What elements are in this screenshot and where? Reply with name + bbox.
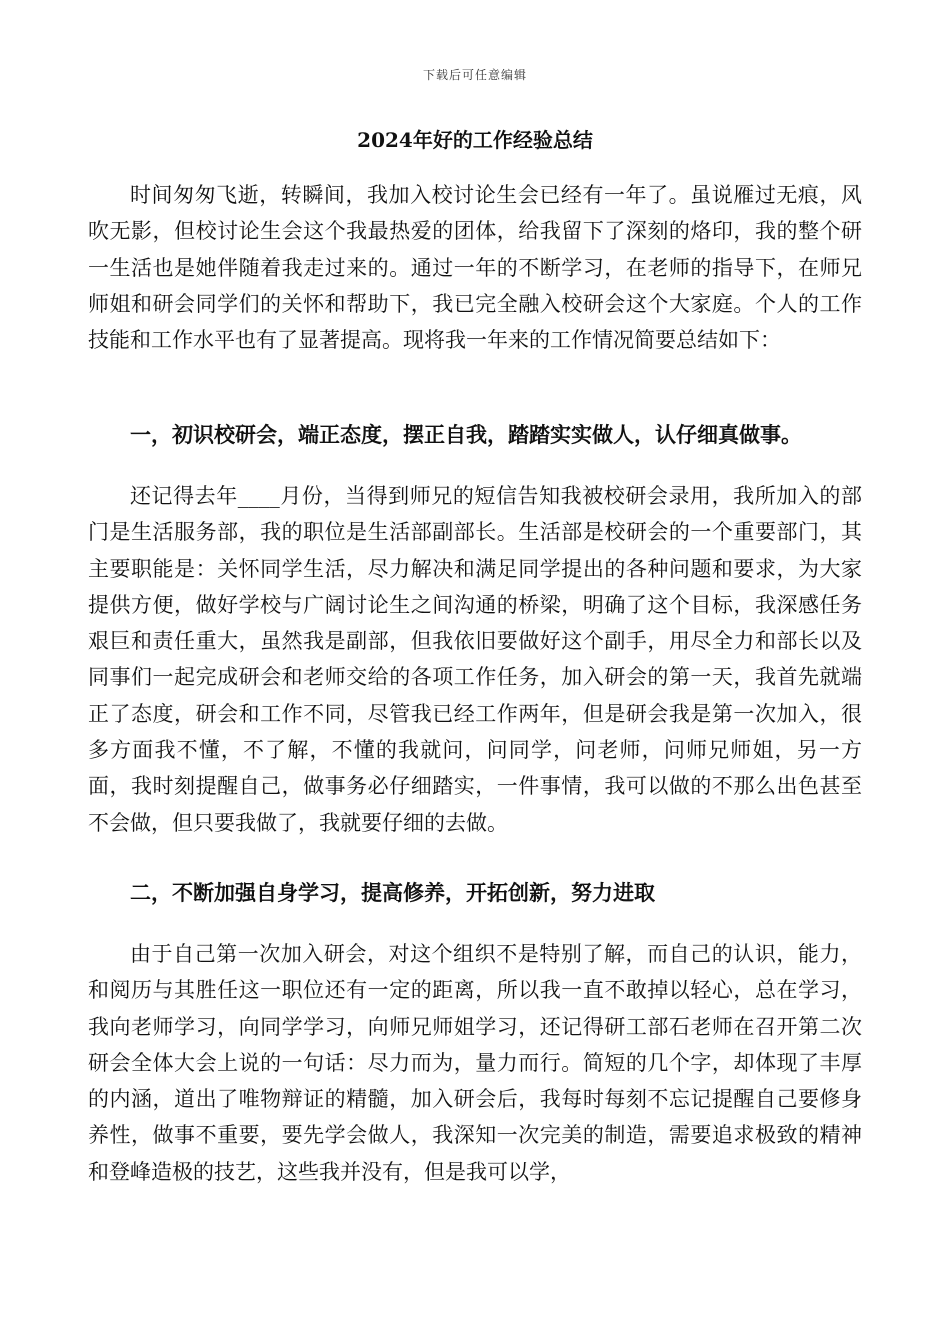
document-title: 2024年好的工作经验总结 [357, 128, 593, 152]
section-2-heading: 二，不断加强自身学习，提高修养，开拓创新，努力进取 [130, 880, 655, 905]
intro-paragraph: 时间匆匆飞逝，转瞬间，我加入校讨论生会已经有一年了。虽说雁过无痕，风吹无影，但校讨论生会这个我最热爱的团体，给我留下了深刻的烙印，我的整个研一生活也是她伴随着我走过来的。通过一年的不断学习，在老师的指导下，在师兄师姐和研会同学们的关怀和帮助下，我已完全融入校研会这个大家庭。个人的工作技能和工作水平也有了显著提高。现将我一年来的工作情况简要总结如下： [88, 183, 862, 353]
section-1-paragraph: 还记得去年____月份，当得到师兄的短信告知我被校研会录用，我所加入的部门是生活服务部，我的职位是生活部副部长。生活部是校研会的一个重要部门，其主要职能是：关怀同学生活，尽力解决和满足同学提出的各种问题和要求，为大家提供方便，做好学校与广阔讨论生之间沟通的桥梁，明确了这个目标，我深感任务艰巨和责任重大，虽然我是副部，但我依旧要做好这个副手，用尽全力和部长以及同事们一起完成研会和老师交给的各项工作任务，加入研会的第一天，我首先就端正了态度，研会和工作不同，尽管我已经工作两年，但是研会我是第一次加入，很多方面我不懂，不了解，不懂的我就问，问同学，问老师，问师兄师姐，另一方面，我时刻提醒自己，做事务必仔细踏实，一件事情，我可以做的不那么出色甚至不会做，但只要我做了，我就要仔细的去做。 [88, 484, 862, 835]
section-2-paragraph: 由于自己第一次加入研会，对这个组织不是特别了解，而自己的认识，能力，和阅历与其胜任这一职位还有一定的距离，所以我一直不敢掉以轻心，总在学习，我向老师学习，向同学学习，向师兄师姐学习，还记得研工部石老师在召开第二次研会全体大会上说的一句话：尽力而为，量力而行。简短的几个字，却体现了丰厚的内涵，道出了唯物辩证的精髓，加入研会后，我每时每刻不忘记提醒自己要修身养性，做事不重要，要先学会做人，我深知一次完美的制造，需要追求极致的精神和登峰造极的技艺，这些我并没有，但是我可以学， [88, 942, 862, 1184]
section-1-heading: 一，初识校研会，端正态度，摆正自我，踏踏实实做人，认仔细真做事。 [130, 422, 802, 447]
header-note: 下载后可任意编辑 [422, 68, 527, 82]
